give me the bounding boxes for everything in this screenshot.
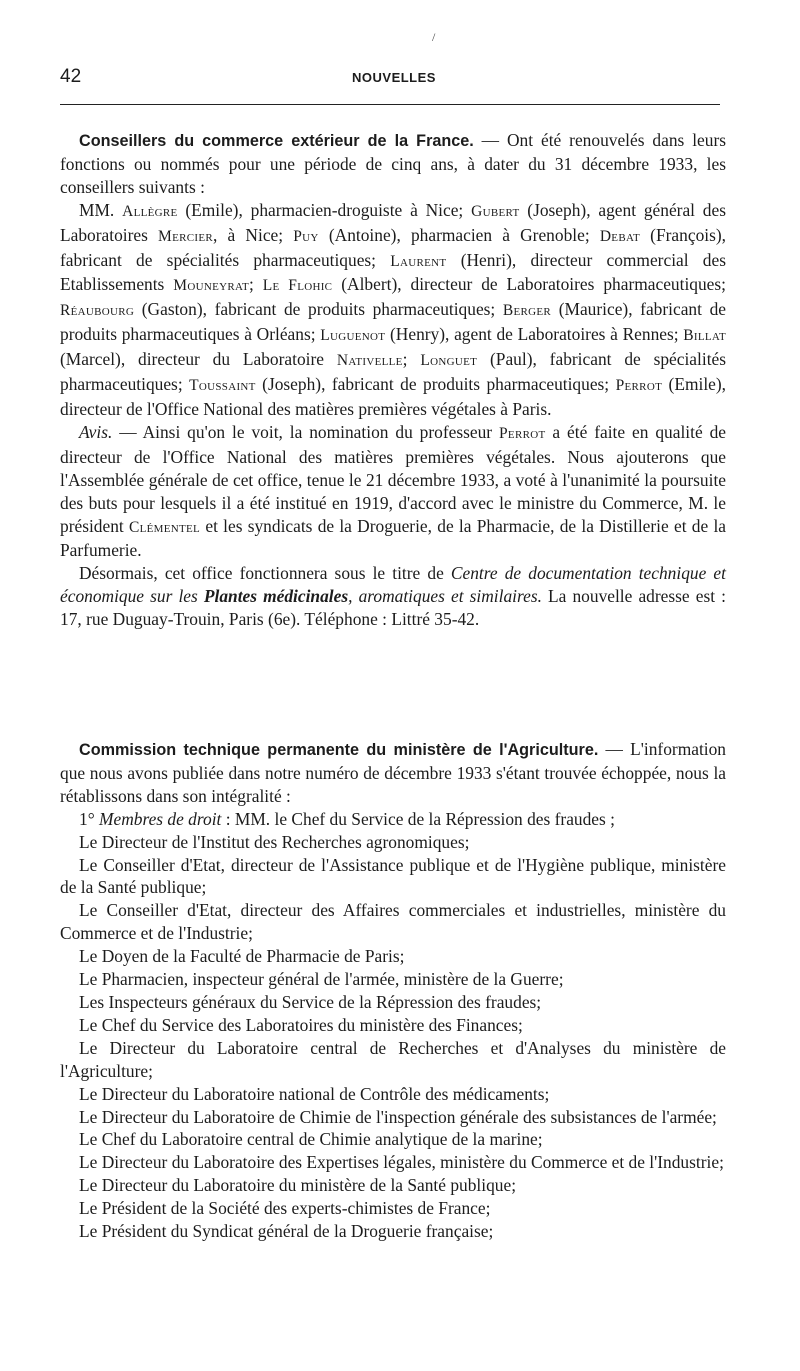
members-list [60, 831, 726, 1243]
avis-text-2: a été faite en qualité de directeur de l'Office National des matières premières végétales. Nous ajouterons que l'Assemblée générale de cet office, tenue le 21 décembre 1933, a voté à l'unanimité la poursuite des buts pour lesquels il a été institué en 1919, d'accord avec le ministre du Commerce, M. le président [60, 421, 726, 536]
section1-intro: — Ont été renouvelés dans leurs fonctions ou nommés pour une période de cinq ans, à dater du 31 décembre 1933, les conseillers suivants : [60, 130, 726, 197]
membres-de-droit-label: Membres de droit [99, 808, 222, 829]
conseiller-details: (Maurice), fabricant de produits pharmaceutiques à Orléans; [60, 299, 726, 345]
member-item: Le Directeur du Laboratoire national de Contrôle des médicaments; [79, 1083, 550, 1104]
member-item: Le Chef du Service des Laboratoires du ministère des Finances; [79, 1014, 523, 1035]
avis-paragraph [60, 421, 726, 562]
avis-name-clementel: Clémentel [129, 518, 201, 536]
conseiller-details: (François), fabricant de spécialités pharmaceutiques; [60, 224, 726, 270]
conseiller-name: Billat [683, 327, 726, 345]
conseiller-name: Mercier [158, 227, 214, 245]
final-text-2: La nouvelle adresse est : 17, rue Duguay-Trouin, Paris (6e). Téléphone : Littré 35-42. [60, 586, 726, 630]
conseiller-details: (Emile), pharmacien-droguiste à Nice; [177, 199, 472, 220]
centre-title: Centre de documentation technique et économique sur les [60, 563, 726, 607]
conseiller-details: (Antoine), pharmacien à Grenoble; [318, 224, 600, 245]
section2-intro-paragraph [60, 738, 726, 808]
final-paragraph [60, 562, 726, 631]
member-item: Le Conseiller d'Etat, directeur des Affaires commerciales et industrielles, ministère du Commerce et de l'Industrie; [60, 900, 726, 944]
conseiller-details: (Emile), directeur de l'Office National des matières premières végétales à Paris. [60, 374, 727, 419]
conseiller-details: (Joseph), fabricant de produits pharmaceutiques; [255, 374, 616, 395]
conseiller-name: Nativelle [336, 352, 403, 370]
avis-name-perrot: Perrot [499, 424, 546, 442]
conseiller-name: Puy [293, 227, 319, 245]
member-item: Le Doyen de la Faculté de Pharmacie de Paris; [79, 946, 405, 967]
conseiller-name: Le Flohic [262, 277, 333, 295]
member-item: Les Inspecteurs généraux du Service de la Répression des fraudes; [79, 991, 542, 1012]
member-item: Le Pharmacien, inspecteur général de l'armée, ministère de la Guerre; [79, 969, 564, 990]
first-number: 1° [79, 808, 99, 829]
conseiller-name: Luguenot [320, 327, 386, 345]
final-text-1: Désormais, cet office fonctionnera sous le titre de [79, 563, 451, 584]
conseiller-name: Debat [599, 227, 641, 245]
members-heading [60, 808, 726, 831]
avis-text-3: et les syndicats de la Droguerie, de la Pharmacie, de la Distillerie et de la Parfumerie. [60, 515, 726, 561]
conseiller-name: Mouneyrat [173, 277, 250, 295]
avis-label: Avis. [79, 421, 113, 442]
section-commission-technique [60, 738, 726, 1243]
first-member: : MM. le Chef du Service de la Répression des fraudes ; [221, 808, 615, 829]
centre-title-bold: Plantes médicinales [203, 586, 349, 607]
member-item: Le Président de la Société des experts-chimistes de France; [79, 1198, 491, 1219]
conseiller-details: , à Nice; [213, 224, 294, 245]
conseiller-name: Réaubourg [60, 302, 135, 320]
running-title: NOUVELLES [352, 70, 436, 85]
conseiller-name: Toussaint [189, 377, 256, 395]
conseiller-name: Perrot [615, 377, 663, 395]
conseiller-details: (Henri), directeur commercial des Etablissements [60, 249, 726, 295]
member-item: Le Directeur du Laboratoire des Expertises légales, ministère du Commerce et de l'Industrie; [79, 1152, 724, 1173]
section1-intro-paragraph [60, 129, 726, 199]
centre-title-end: , aromatiques et similaires. [348, 586, 542, 607]
conseiller-name: Longuet [420, 352, 478, 370]
member-item: Le Directeur du Laboratoire du ministère de la Santé publique; [79, 1175, 517, 1196]
section1-title: Conseillers du commerce extérieur de la France. [79, 132, 474, 150]
conseiller-details: ; [402, 349, 421, 370]
section-conseillers-commerce [60, 129, 726, 631]
list-prefix: MM. [79, 199, 123, 220]
avis-text-1: — Ainsi qu'on le voit, la nomination du professeur [112, 421, 500, 442]
journal-page [60, 0, 728, 1371]
conseiller-details: (Gaston), fabricant de produits pharmaceutiques; [134, 299, 503, 320]
conseiller-details: (Albert), directeur de Laboratoires pharmaceutiques; [332, 274, 726, 295]
conseiller-name: Gubert [471, 202, 520, 220]
page-header [60, 66, 728, 90]
stray-mark: / [432, 30, 436, 44]
conseiller-details: (Joseph), agent général des Laboratoires [60, 199, 726, 245]
member-item: Le Conseiller d'Etat, directeur de l'Assistance publique et de l'Hygiène publique, ministère de la Santé publique; [60, 854, 726, 898]
member-item: Le Directeur de l'Institut des Recherches agronomiques; [79, 831, 470, 852]
conseiller-name: Allègre [122, 202, 178, 220]
header-rule [60, 104, 720, 105]
conseiller-details: ; [249, 274, 263, 295]
conseiller-details: (Henry), agent de Laboratoires à Rennes; [385, 324, 684, 345]
member-item: Le Chef du Laboratoire central de Chimie analytique de la marine; [79, 1129, 543, 1150]
member-item: Le Directeur du Laboratoire de Chimie de l'inspection générale des subsistances de l'armée; [79, 1106, 717, 1127]
conseillers-list [60, 199, 726, 421]
section2-title: Commission technique permanente du ministère de l'Agriculture. [79, 741, 599, 759]
conseiller-details: (Marcel), directeur du Laboratoire [60, 349, 337, 370]
section2-intro: — L'information que nous avons publiée dans notre numéro de décembre 1933 s'étant trouvée échoppée, nous la rétablissons dans son intégralité : [60, 739, 726, 806]
conseiller-details: (Paul), fabricant de spécialités pharmaceutiques; [60, 349, 727, 395]
member-item: Le Directeur du Laboratoire central de Recherches et d'Analyses du ministère de l'Agriculture; [60, 1037, 726, 1081]
conseiller-name: Laurent [390, 252, 447, 270]
member-item: Le Président du Syndicat général de la Droguerie française; [79, 1221, 494, 1242]
conseiller-name: Berger [502, 302, 552, 320]
page-number: 42 [60, 66, 82, 87]
